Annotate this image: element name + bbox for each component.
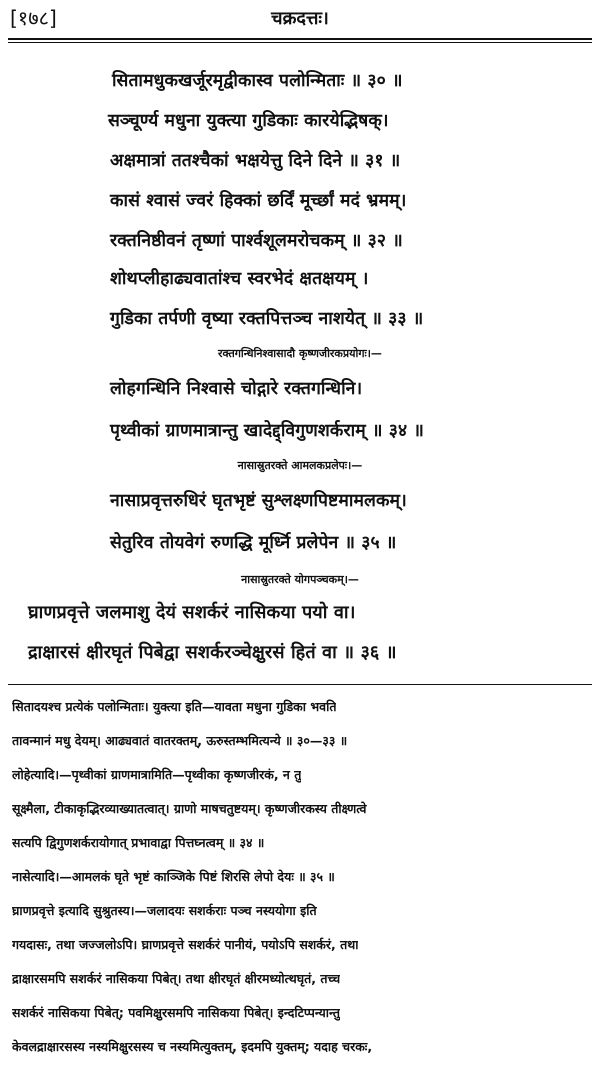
commentary-rule xyxy=(8,684,592,685)
verse-line: सञ्चूर्ण्य मधुना युक्त्या गुडिकाः कारयेद्भिषक्। xyxy=(108,111,389,131)
verse-line: सितामधुकखर्जूरमृद्वीकास्व पलोन्मिताः ॥ ३० ॥ xyxy=(112,71,403,91)
verse-line: रक्तनिष्ठीवनं तृष्णां पार्श्वशूलमरोचकम् ॥ ३२ ॥ xyxy=(110,231,403,251)
page-number: [१७८] xyxy=(10,6,57,30)
verse-line: घ्राणप्रवृत्ते जलमाशु देयं सशर्करं नासिकया पयो वा। xyxy=(28,602,356,623)
commentary-line: सशर्करं नासिकया पिबेत्; पवमिक्षुरसमपि नासिकया पिबेत्। इन्दटिप्पन्यान्तु xyxy=(12,1005,340,1020)
verse-line: पृथ्वीकां ग्राणमात्रान्तु खादेद्द्विगुणशर्कराम् ॥ ३४ ॥ xyxy=(110,421,424,441)
commentary-line: केवलद्राक्षारसस्य नस्यमिक्षुरसस्य च नस्यमित्युक्तम्, इदमपि युक्तम्; यदाह चरकः, xyxy=(12,1039,373,1054)
commentary-line: गयदासः, तथा जज्जलोऽपि। घ्राणप्रवृत्ते सशर्करं पानीयं, पयोऽपि सशर्करं, तथा xyxy=(12,937,359,952)
commentary-line: तावन्मानं मधु देयम्। आढ्यवातं वातरक्तम्, ऊरुस्तम्भमित्यन्ये ॥ ३०—३३ ॥ xyxy=(12,733,348,748)
commentary-line: सत्यपि द्विगुणशर्करायोगात् प्रभावाद्वा पित्तघ्नत्वम् ॥ ३४ ॥ xyxy=(12,835,265,850)
header-rule xyxy=(8,38,592,40)
verse-line: शोथप्लीहाढ्यवातांश्च स्वरभेदं क्षतक्षयम् । xyxy=(110,269,369,289)
commentary-line: लोहेत्यादि।—पृथ्वीकां ग्राणमात्रामिति—पृथ्वीका कृष्णजीरकं, न तु xyxy=(12,767,302,782)
verse-line: कासं श्वासं ज्वरं हिक्कां छर्दिं मूर्च्छां मदं भ्रमम्। xyxy=(110,191,407,211)
commentary-line: सूक्ष्मैला, टीकाकृद्भिरव्याख्यातत्वात्। ग्राणो माषचतुष्टयम्। कृष्णजीरकस्य तीक्ष्णत्वे xyxy=(12,801,367,816)
verse-line: नासाप्रवृत्तरुधिरं घृतभृष्टं सुश्लक्ष्णपिष्टमामलकम्। xyxy=(110,491,407,511)
commentary-line: घ्राणप्रवृत्ते इत्यादि सुश्रुतस्य।—जलादयः सशर्कराः पञ्च नस्ययोगा इति xyxy=(12,903,317,918)
verse-line: द्राक्षारसं क्षीरघृतं पिबेद्वा सशर्करञ्चेक्षुरसं हितं वा ॥ ३६ ॥ xyxy=(28,642,397,663)
verse-line: लोहगन्धिनि निश्वासे चोद्गारे रक्तगन्धिनि। xyxy=(110,379,363,399)
verse-line: सेतुरिव तोयवेगं रुणद्धि मूर्ध्नि प्रलेपेन ॥ ३५ ॥ xyxy=(110,533,397,553)
section-heading: नासास्रुतरक्ते आमलकप्रलेपः।— xyxy=(237,459,363,472)
header-rule-thin xyxy=(8,42,592,43)
commentary-line: सितादयश्च प्रत्येकं पलोन्मिताः। युक्त्या इति—यावता मधुना गुडिका भवति xyxy=(12,699,337,714)
commentary-line: द्राक्षारसमपि सशर्करं नासिकया पिबेत्। तथा क्षीरघृतं क्षीरमध्योत्थघृतं, तच्च xyxy=(12,971,341,986)
running-title: चक्रदत्तः। xyxy=(271,8,329,29)
verse-line: गुडिका तर्पणी वृष्या रक्तपित्तञ्च नाशयेत् ॥ ३३ ॥ xyxy=(110,309,424,329)
page-header xyxy=(10,4,590,32)
section-heading: नासास्रुतरक्ते योगपञ्चकम्।— xyxy=(241,573,359,586)
commentary-line: नासेत्यादि।—आमलकं घृते भृष्टं काञ्जिके पिष्टं शिरसि लेपो देयः ॥ ३५ ॥ xyxy=(12,869,335,884)
section-heading: रक्तगन्धिनिश्वासादौ कृष्णजीरकप्रयोगः।— xyxy=(218,347,382,360)
verse-line: अक्षमात्रां ततश्चैकां भक्षयेत्तु दिने दिने ॥ ३१ ॥ xyxy=(110,151,401,171)
